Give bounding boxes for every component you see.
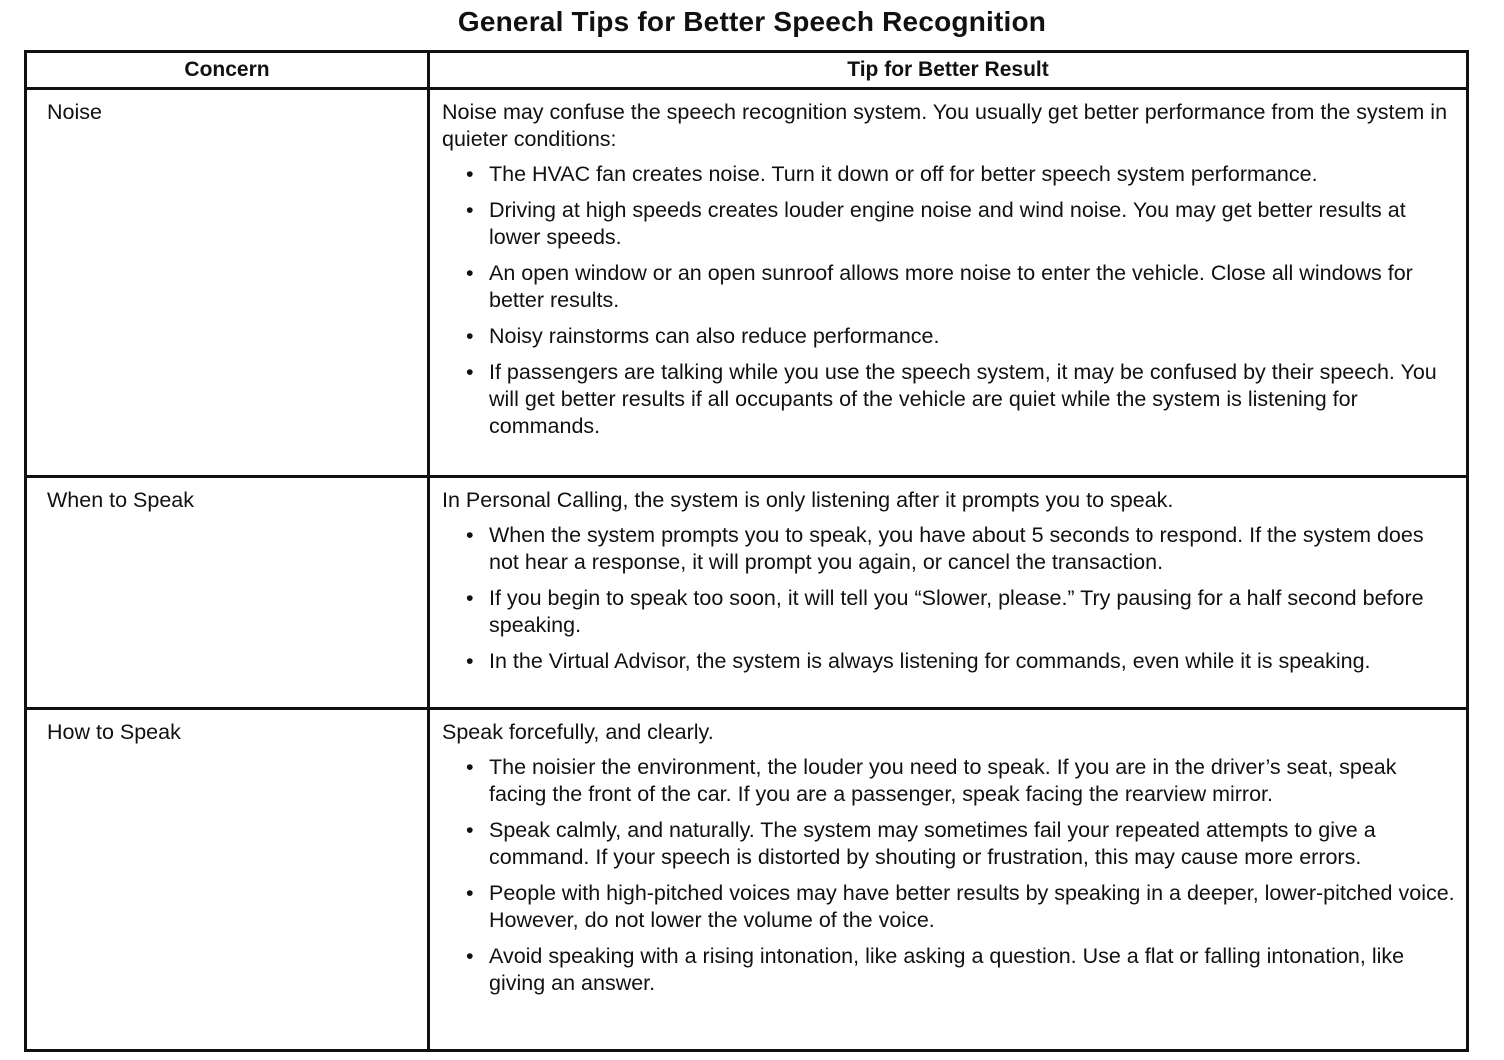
tip-bullet-text: People with high-pitched voices may have better results by speaking in a deeper, lower-pitched voice. However, do not lower the volume of the voice. [489, 881, 1455, 932]
tip-bullet [442, 585, 1458, 639]
tip-bullet [442, 754, 1458, 808]
tip-bullet [442, 323, 1458, 350]
tip-cell [429, 477, 1468, 709]
tip-bullet [442, 648, 1458, 675]
bullet-icon: • [466, 523, 474, 547]
tip-bullet-text: When the system prompts you to speak, you have about 5 seconds to respond. If the system does not hear a response, it will prompt you again, or cancel the transaction. [489, 523, 1424, 574]
table-row-noise [26, 89, 1468, 477]
tip-bullet-text: Driving at high speeds creates louder engine noise and wind noise. You may get better results at lower speeds. [489, 198, 1406, 249]
bullet-icon: • [466, 261, 474, 285]
tip-bullet [442, 817, 1458, 871]
tip-bullet-text: An open window or an open sunroof allows more noise to enter the vehicle. Close all windows for better results. [489, 261, 1413, 312]
bullet-icon: • [466, 198, 474, 222]
bullet-icon: • [466, 818, 474, 842]
tip-bullet-text: Noisy rainstorms can also reduce performance. [489, 324, 940, 348]
tip-bullet-text: Avoid speaking with a rising intonation, like asking a question. Use a flat or falling intonation, like giving an answer. [489, 944, 1405, 995]
bullet-icon: • [466, 944, 474, 968]
tip-bullet [442, 161, 1458, 188]
tip-bullet-text: In the Virtual Advisor, the system is always listening for commands, even while it is speaking. [489, 649, 1371, 673]
tip-cell [429, 89, 1468, 477]
concern-cell: When to Speak [26, 477, 429, 709]
tip-bullet [442, 943, 1458, 997]
header-tip: Tip for Better Result [429, 52, 1468, 89]
table-row-how-to-speak [26, 709, 1468, 1051]
tip-bullet [442, 260, 1458, 314]
bullet-icon: • [466, 755, 474, 779]
table-row-when-to-speak [26, 477, 1468, 709]
page-title: General Tips for Better Speech Recognition [457, 6, 1047, 37]
tip-bullet-text: The noisier the environment, the louder you need to speak. If you are in the driver’s seat, speak facing the front of the car. If you are a passenger, speak facing the rearview mirror. [489, 755, 1397, 806]
tip-cell [429, 709, 1468, 1051]
tip-bullet-list [442, 161, 1458, 440]
header-concern: Concern [26, 52, 429, 89]
bullet-icon: • [466, 881, 474, 905]
tip-bullet-text: If passengers are talking while you use the speech system, it may be confused by their speech. You will get better results if all occupants of the vehicle are quiet while the system is listening for commands. [489, 360, 1437, 438]
tip-intro: Noise may confuse the speech recognition system. You usually get better performance from the system in quieter conditions: [442, 100, 1448, 151]
bullet-icon: • [466, 586, 474, 610]
tip-bullet-text: If you begin to speak too soon, it will tell you “Slower, please.” Try pausing for a half second before speaking. [489, 586, 1424, 637]
tips-table [24, 50, 1469, 1052]
tip-bullet [442, 522, 1458, 576]
bullet-icon: • [466, 162, 474, 186]
tip-bullet-text: Speak calmly, and naturally. The system may sometimes fail your repeated attempts to give a command. If your speech is distorted by shouting or frustration, this may cause more errors. [489, 818, 1376, 869]
tip-bullet-list [442, 754, 1458, 997]
tip-bullet-list [442, 522, 1458, 675]
concern-cell: How to Speak [26, 709, 429, 1051]
table-header-row [26, 52, 1468, 89]
bullet-icon: • [466, 649, 474, 673]
bullet-icon: • [466, 360, 474, 384]
tip-intro: In Personal Calling, the system is only listening after it prompts you to speak. [442, 488, 1174, 512]
tip-bullet-text: The HVAC fan creates noise. Turn it down or off for better speech system performance. [489, 162, 1318, 186]
tip-bullet [442, 359, 1458, 440]
tip-bullet [442, 197, 1458, 251]
tip-intro: Speak forcefully, and clearly. [442, 720, 714, 744]
tip-bullet [442, 880, 1458, 934]
concern-cell: Noise [26, 89, 429, 477]
bullet-icon: • [466, 324, 474, 348]
